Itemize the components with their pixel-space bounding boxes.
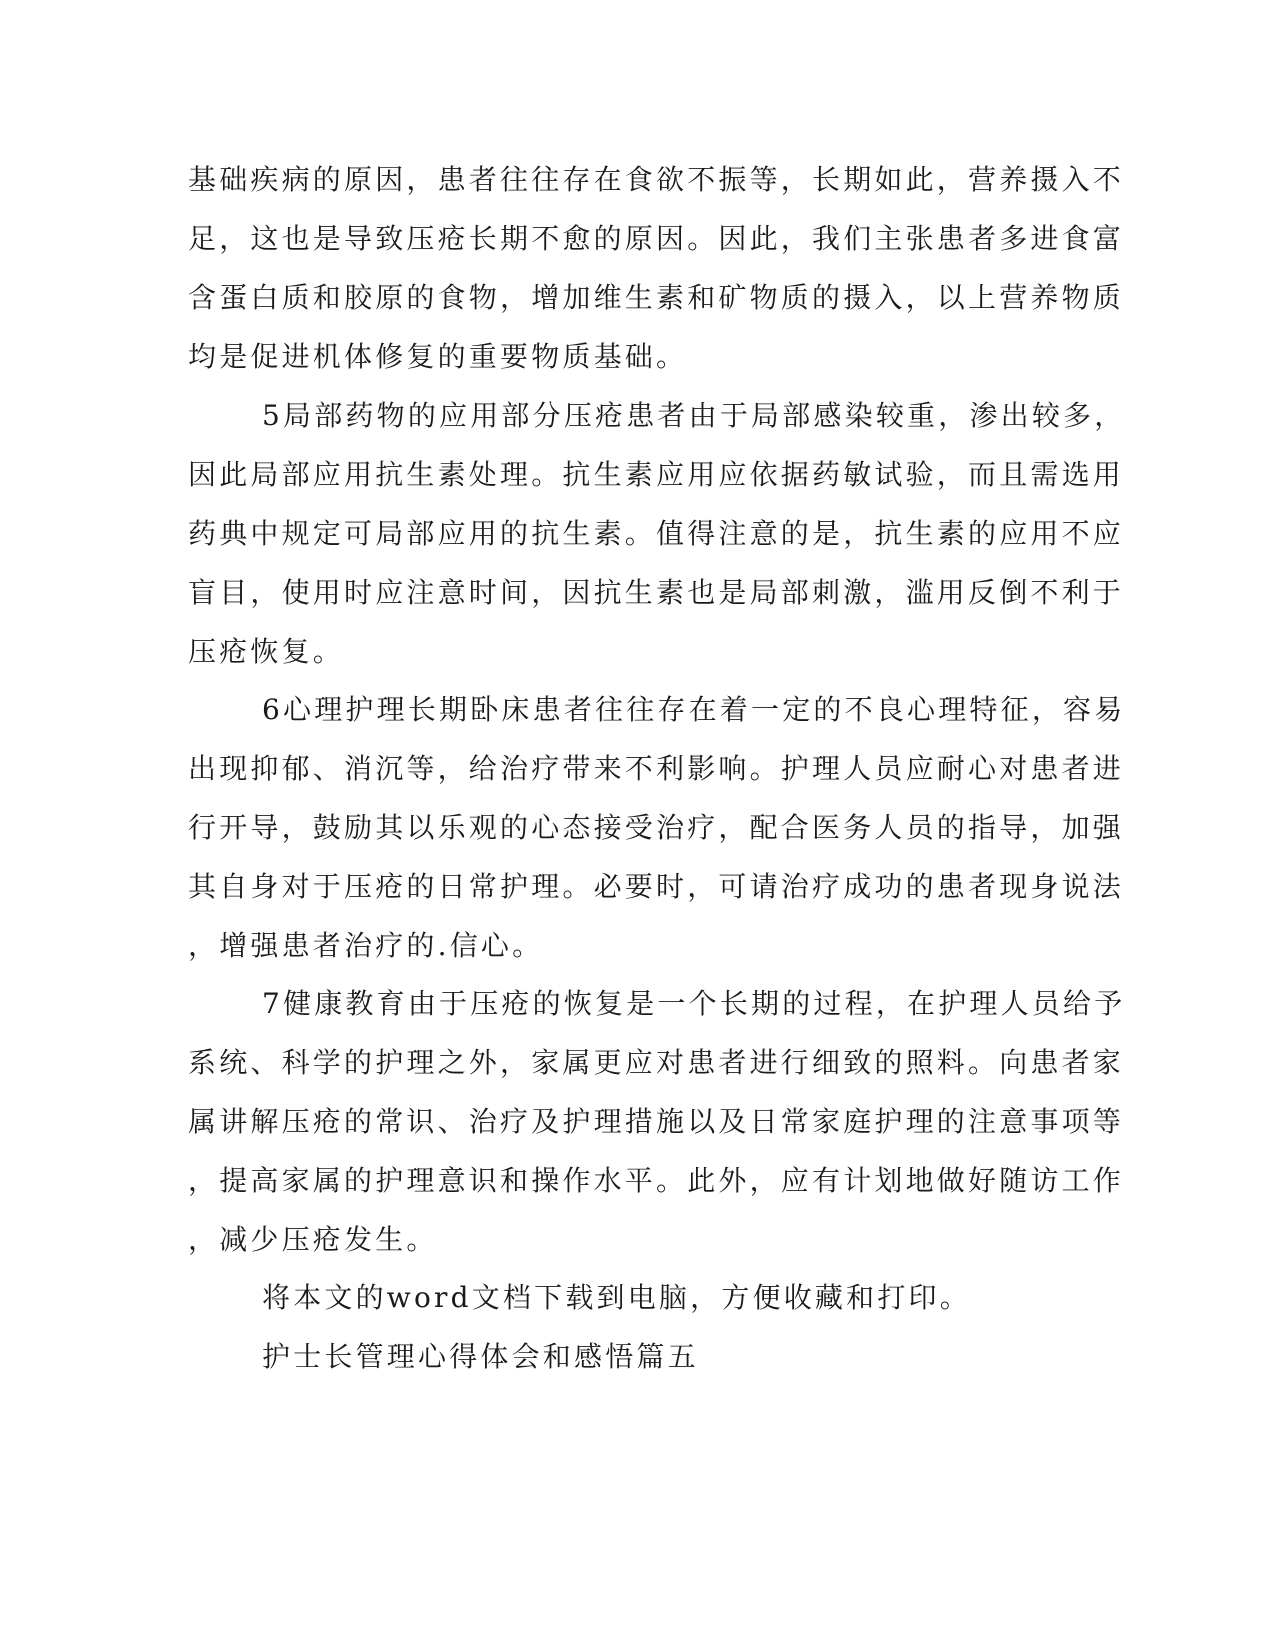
text-line: ，增强患者治疗的.信心。	[188, 929, 544, 962]
text-line: ，减少压疮发生。	[188, 1223, 438, 1256]
download-note: 将本文的word文档下载到电脑，方便收藏和打印。	[262, 1281, 971, 1314]
text-line: 出现抑郁、消沉等，给治疗带来不利影响。护理人员应耐心对患者进	[188, 752, 1125, 785]
text-line: 均是促进机体修复的重要物质基础。	[188, 340, 688, 373]
text-line: 因此局部应用抗生素处理。抗生素应用应依据药敏试验，而且需选用	[188, 458, 1125, 491]
paragraph-7-start: 7健康教育由于压疮的恢复是一个长期的过程，在护理人员给予	[262, 987, 1126, 1020]
text-line: 含蛋白质和胶原的食物，增加维生素和矿物质的摄入，以上营养物质	[188, 281, 1125, 314]
text-line: 系统、科学的护理之外，家属更应对患者进行细致的照料。向患者家	[188, 1046, 1125, 1079]
text-line: 药典中规定可局部应用的抗生素。值得注意的是，抗生素的应用不应	[188, 517, 1125, 550]
paragraph-5-start: 5局部药物的应用部分压疮患者由于局部感染较重，渗出较多，	[262, 399, 1126, 432]
text-line: 盲目，使用时应注意时间，因抗生素也是局部刺激，滥用反倒不利于	[188, 576, 1125, 609]
text-line: 其自身对于压疮的日常护理。必要时，可请治疗成功的患者现身说法	[188, 870, 1125, 903]
text-line: 基础疾病的原因，患者往往存在食欲不振等，长期如此，营养摄入不	[188, 163, 1125, 196]
paragraph-6-start: 6心理护理长期卧床患者往往存在着一定的不良心理特征，容易	[262, 693, 1126, 726]
text-line: 属讲解压疮的常识、治疗及护理措施以及日常家庭护理的注意事项等	[188, 1105, 1125, 1138]
text-line: 行开导，鼓励其以乐观的心态接受治疗，配合医务人员的指导，加强	[188, 811, 1125, 844]
text-line: 压疮恢复。	[188, 635, 345, 668]
text-line: ，提高家属的护理意识和操作水平。此外，应有计划地做好随访工作	[188, 1164, 1125, 1197]
section-heading: 护士长管理心得体会和感悟篇五	[262, 1340, 699, 1373]
text-line: 足，这也是导致压疮长期不愈的原因。因此，我们主张患者多进食富	[188, 222, 1125, 255]
